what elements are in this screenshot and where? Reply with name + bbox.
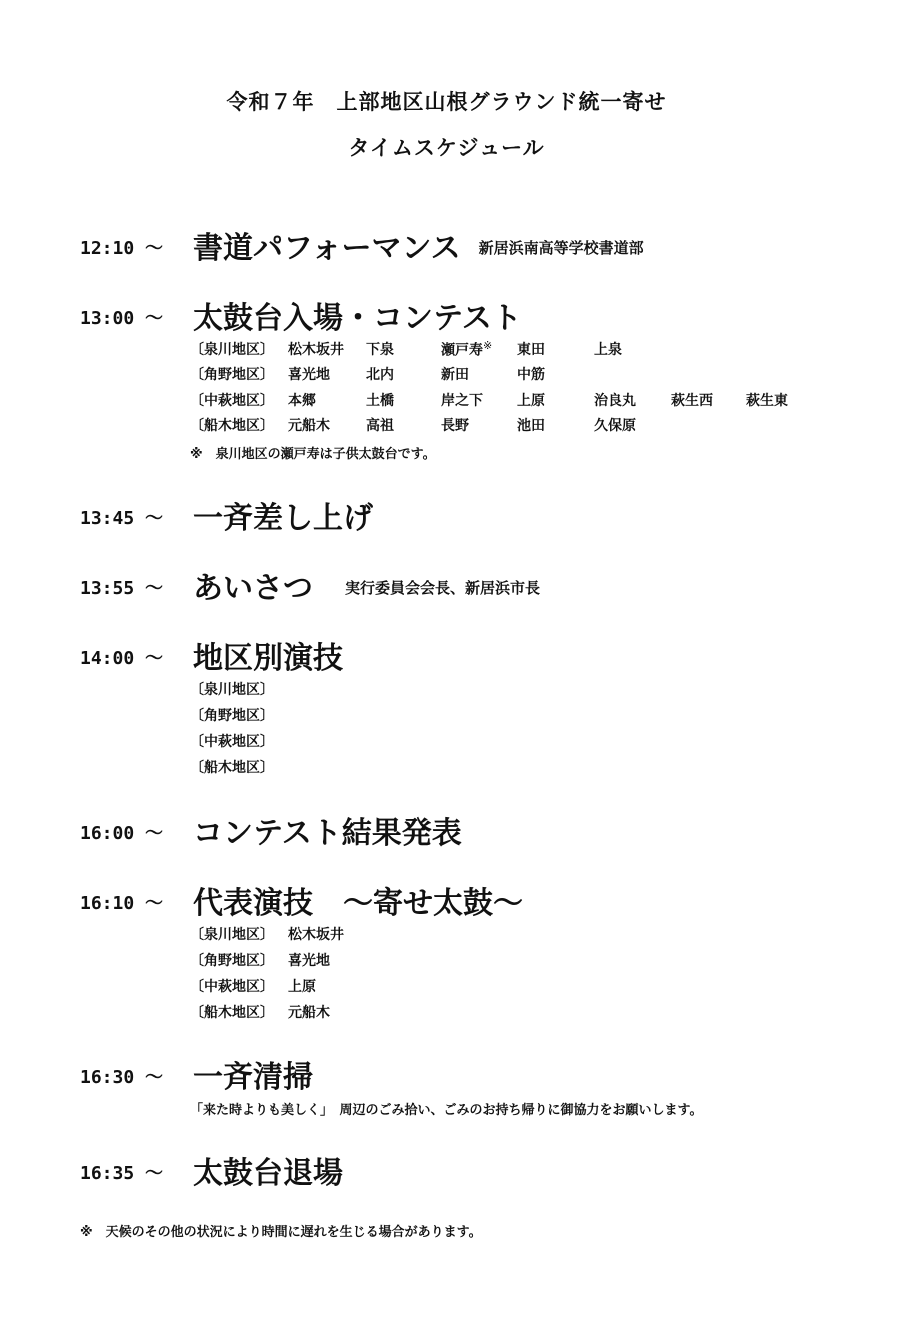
district-label: 〔中萩地区〕: [190, 734, 274, 750]
district-label: 〔中萩地区〕: [190, 393, 274, 409]
time-label: 16:35 ～: [80, 1163, 164, 1184]
event-heading: [193, 878, 523, 922]
event-title: 書道パフォーマンス: [193, 231, 461, 266]
team-name: 本郷: [288, 393, 316, 409]
time-label: 13:00 ～: [80, 308, 164, 329]
district-label: 〔船木地区〕: [190, 418, 274, 434]
event-heading: [193, 563, 540, 607]
team-name: 萩生西: [671, 393, 713, 409]
time-label: 13:45 ～: [80, 508, 164, 529]
time-label: 16:00 ～: [80, 823, 164, 844]
team-name: 萩生東: [746, 393, 788, 409]
team-name: 新田: [441, 367, 469, 383]
team-name: 上泉: [594, 342, 622, 358]
team-name: [441, 339, 492, 360]
time-label: 16:30 ～: [80, 1067, 164, 1088]
team-name: 治良丸: [594, 393, 636, 409]
team-name: 松木坂井: [288, 342, 344, 358]
event-heading: [193, 493, 373, 537]
district-label: 〔船木地区〕: [190, 1005, 274, 1021]
team-name: 上原: [288, 979, 316, 995]
event-heading: [193, 223, 644, 267]
team-name: 北内: [366, 367, 394, 383]
event-heading: [193, 808, 462, 852]
team-name: 高祖: [366, 418, 394, 434]
team-name: 東田: [517, 342, 545, 358]
time-label: 12:10 ～: [80, 238, 164, 259]
time-label: 14:00 ～: [80, 648, 164, 669]
district-label: 〔中萩地区〕: [190, 979, 274, 995]
event-title: 太鼓台入場・コンテスト: [193, 301, 522, 336]
team-name-text: 瀬戸寿: [441, 342, 483, 359]
district-label: 〔泉川地区〕: [190, 682, 274, 698]
event-title: 代表演技 ～寄せ太鼓～: [193, 886, 523, 921]
team-name: 長野: [441, 418, 469, 434]
district-label: 〔泉川地区〕: [190, 342, 274, 358]
note-mark: ※: [483, 339, 493, 352]
event-heading: [193, 1148, 343, 1192]
team-name: 元船木: [288, 418, 330, 434]
event-title: 一斉清掃: [193, 1060, 313, 1095]
time-label: 13:55 ～: [80, 578, 164, 599]
event-title: 太鼓台退場: [193, 1156, 343, 1191]
event-title: 一斉差し上げ: [193, 501, 373, 536]
event-title: コンテスト結果発表: [193, 816, 462, 851]
event-subtitle: 新居浜南高等学校書道部: [478, 239, 644, 257]
event-subtitle: 実行委員会会長、新居浜市長: [345, 579, 541, 597]
district-label: 〔角野地区〕: [190, 953, 274, 969]
event-heading: [193, 1052, 313, 1096]
document-title: 令和７年 上部地区山根グラウンド統一寄せ: [226, 90, 667, 114]
event-title: あいさつ: [193, 571, 313, 606]
team-name: 久保原: [594, 418, 636, 434]
team-name: 喜光地: [288, 953, 330, 969]
district-label: 〔船木地区〕: [190, 760, 274, 776]
team-name: 元船木: [288, 1005, 330, 1021]
team-name: 池田: [517, 418, 545, 434]
team-name: 中筋: [517, 367, 545, 383]
district-label: 〔泉川地区〕: [190, 927, 274, 943]
district-label: 〔角野地区〕: [190, 367, 274, 383]
team-name: 上原: [517, 393, 545, 409]
event-title: 地区別演技: [193, 641, 343, 676]
cleanup-note: 「来た時よりも美しく」 周辺のごみ拾い、ごみのお持ち帰りに御協力をお願いします。: [190, 1103, 703, 1118]
team-name: 松木坂井: [288, 927, 344, 943]
document-subtitle: タイムスケジュール: [348, 136, 545, 160]
district-label: 〔角野地区〕: [190, 708, 274, 724]
event-heading: [193, 293, 522, 337]
team-name: 土橋: [366, 393, 394, 409]
event-heading: [193, 633, 343, 677]
team-name: 下泉: [366, 342, 394, 358]
team-name: 岸之下: [441, 393, 483, 409]
team-name: 喜光地: [288, 367, 330, 383]
contest-note: ※ 泉川地区の瀬戸寿は子供太鼓台です。: [190, 447, 436, 462]
footer-note: ※ 天候のその他の状況により時間に遅れを生じる場合があります。: [80, 1225, 482, 1240]
time-label: 16:10 ～: [80, 893, 164, 914]
